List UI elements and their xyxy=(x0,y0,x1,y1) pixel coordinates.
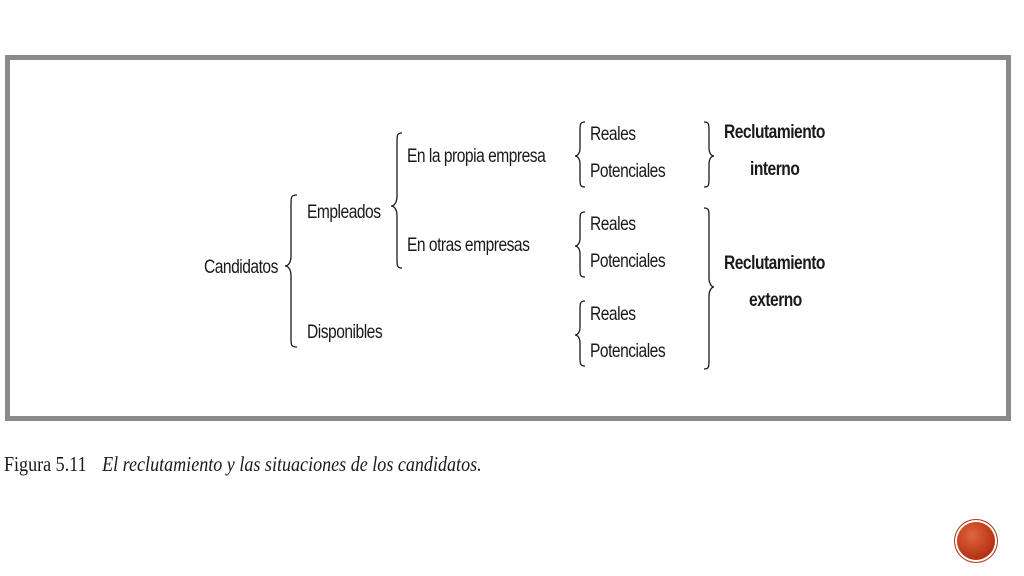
outcome-external-line2: externo xyxy=(749,290,802,311)
brace-internal xyxy=(704,122,714,187)
node-candidatos: Candidatos xyxy=(204,257,278,278)
figure-label: Figura 5.11 xyxy=(4,452,87,476)
node-other-potenciales: Potenciales xyxy=(590,251,666,272)
node-empleados: Empleados xyxy=(307,202,381,223)
brace-group-own xyxy=(575,122,585,187)
figure-title: El reclutamiento y las situaciones de los candidatos. xyxy=(102,452,482,476)
node-propia-empresa: En la propia empresa xyxy=(407,146,546,167)
node-available-reales: Reales xyxy=(590,304,636,325)
node-other-reales: Reales xyxy=(590,214,636,235)
figure-caption xyxy=(4,452,482,477)
outcome-internal-line2: interno xyxy=(750,159,800,180)
node-otras-empresas: En otras empresas xyxy=(407,235,530,256)
outcome-internal-line1: Reclutamiento xyxy=(724,122,825,143)
node-own-potenciales: Potenciales xyxy=(590,161,666,182)
node-disponibles: Disponibles xyxy=(307,322,383,343)
outcome-external-line1: Reclutamiento xyxy=(724,253,825,274)
brace-external xyxy=(704,208,714,369)
node-available-potenciales: Potenciales xyxy=(590,341,666,362)
brace-group-available xyxy=(575,301,585,366)
node-own-reales: Reales xyxy=(590,124,636,145)
brace-group-other xyxy=(575,212,585,277)
slide-badge-icon xyxy=(957,522,995,560)
brace-empleados xyxy=(391,133,402,268)
brace-candidatos xyxy=(285,195,297,347)
